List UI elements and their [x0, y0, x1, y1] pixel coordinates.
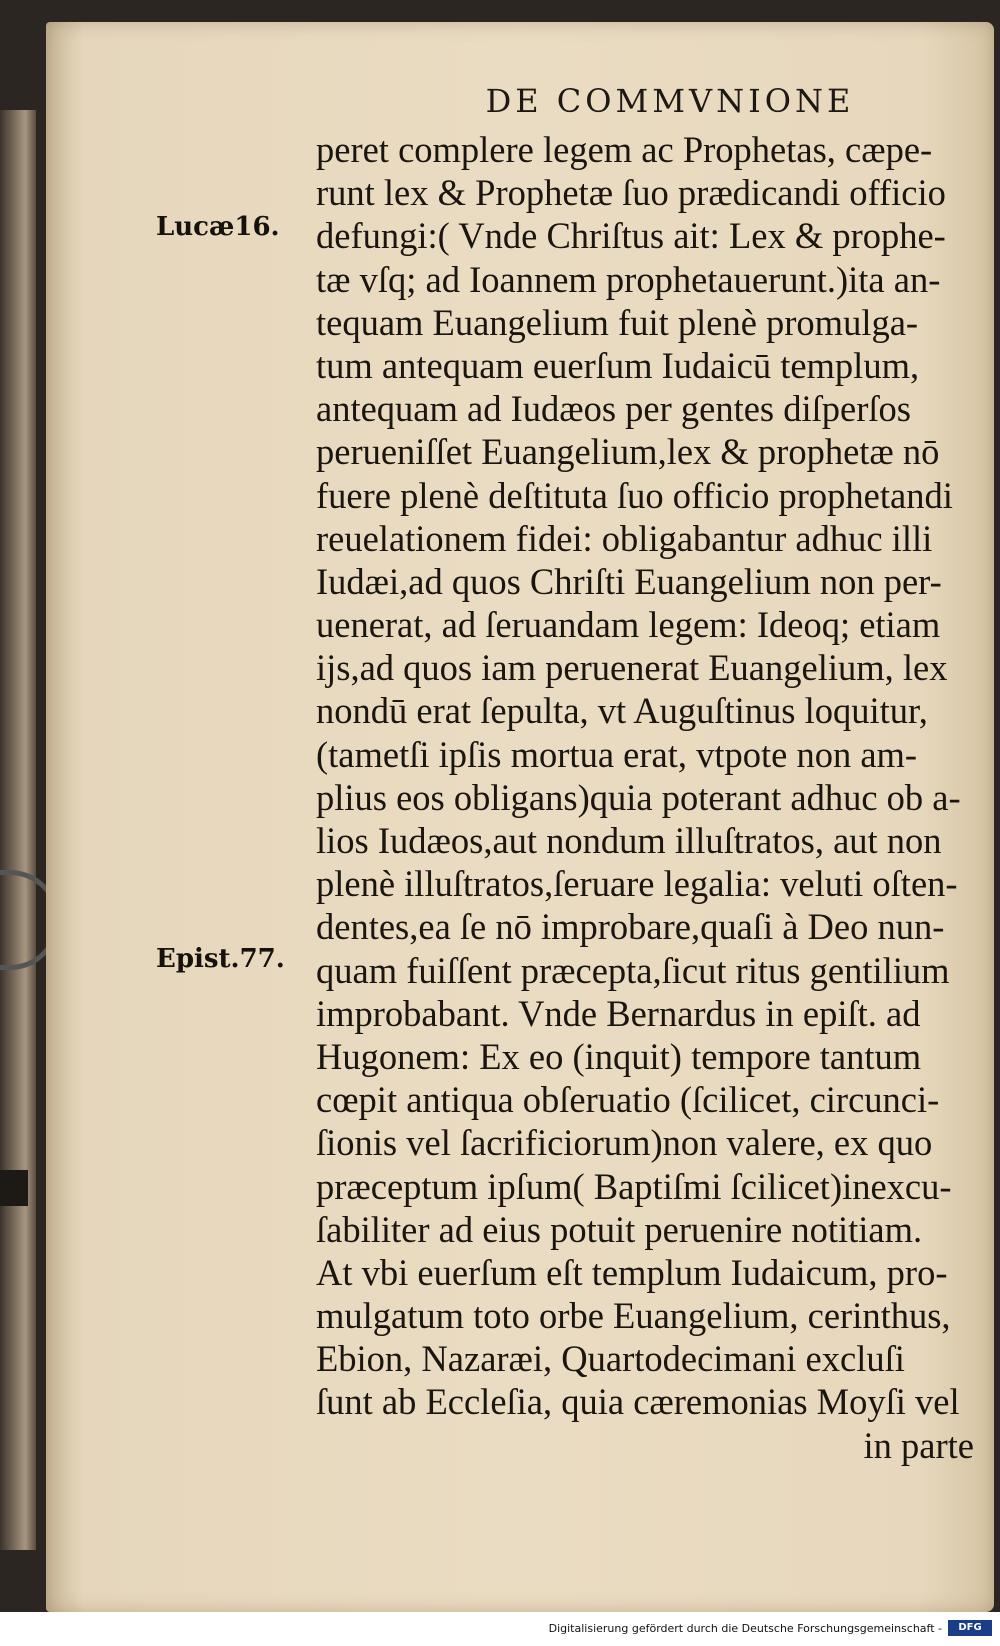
edge-strip	[0, 1170, 28, 1206]
text-line: (tametſi ipſis mortua erat, vtpote non am-	[316, 733, 918, 775]
text-line: ſabiliter ad eius potuit peruenire notitiam.	[316, 1208, 923, 1250]
text-line: ſionis vel ſacrificiorum)non valere, ex quo	[316, 1122, 933, 1164]
margin-note-luke: Lucæ16.	[156, 212, 280, 242]
text-line: lios Iudæos,aut nondum illuſtratos, aut non	[316, 820, 942, 861]
book-page	[46, 22, 994, 1612]
text-line: nondū erat ſepulta, vt Auguſtinus loquitur,	[316, 690, 928, 732]
text-line: tequam Euangelium fuit plenè promulga-	[316, 301, 919, 343]
text-line: præceptum ipſum( Baptiſmi ſcilicet)inexcu-	[316, 1165, 952, 1207]
text-line: quam fuiſſent præcepta,ſicut ritus gentilium	[316, 949, 950, 991]
running-header: DE COMMVNIONE	[485, 82, 855, 120]
text-line: plius eos obligans)quia poterant adhuc ob a-	[316, 776, 961, 818]
text-line: ſunt ab Eccleſia, quia cæremonias Moyſi vel	[316, 1381, 960, 1423]
text-line: At vbi euerſum eſt templum Iudaicum, pro-	[316, 1251, 948, 1293]
text-line: tæ vſq; ad Ioannem prophetauerunt.)ita an-	[316, 258, 941, 300]
footer-credit: Digitalisierung gefördert durch die Deutsche Forschungsgemeinschaft -	[548, 1622, 942, 1635]
text-line: fuere plenè deſtituta ſuo officio prophetandi	[316, 474, 953, 516]
margin-note-epistle: Epist.77.	[156, 944, 285, 974]
text-line: mulgatum toto orbe Euangelium, cerinthus,	[316, 1295, 951, 1337]
text-line: uenerat, ad ſeruandam legem: Ideoq; etiam	[316, 604, 941, 646]
text-line: Ebion, Nazaræi, Quartodecimani excluſi	[316, 1338, 905, 1380]
text-line: ijs,ad quos iam peruenerat Euangelium, lex	[316, 647, 948, 689]
text-line: reuelationem fidei: obligabantur adhuc illi	[316, 517, 933, 559]
text-line: antequam ad Iudæos per gentes diſperſos	[316, 388, 911, 430]
text-line: defungi:( Vnde Chriſtus ait: Lex & prophe-	[316, 215, 946, 257]
text-line: Hugonem: Ex eo (inquit) tempore tantum	[316, 1035, 922, 1077]
text-line: cœpit antiqua obſeruatio (ſcilicet, circunci-	[316, 1079, 940, 1121]
text-line: plenè illuſtratos,ſeruare legalia: veluti oſten-	[316, 863, 958, 905]
catchword: in parte	[863, 1424, 974, 1466]
text-line: dentes,ea ſe nō improbare,quaſi à Deo nun-	[316, 906, 945, 948]
text-line: Iudæi,ad quos Chriſti Euangelium non per-	[316, 560, 942, 602]
dfg-logo: DFG	[948, 1620, 992, 1636]
text-line: perueniſſet Euangelium,lex & prophetæ nō	[316, 431, 940, 473]
text-line: improbabant. Vnde Bernardus in epiſt. ad	[316, 992, 921, 1034]
text-line: peret complere legem ac Prophetas, cæpe-	[316, 129, 933, 170]
text-line: tum antequam euerſum Iudaicū templum,	[316, 344, 920, 386]
main-text	[316, 128, 1000, 1467]
book-edge	[0, 110, 36, 1550]
digitization-footer	[0, 1612, 1000, 1646]
text-line: runt lex & Prophetæ ſuo prædicandi officio	[316, 172, 946, 214]
